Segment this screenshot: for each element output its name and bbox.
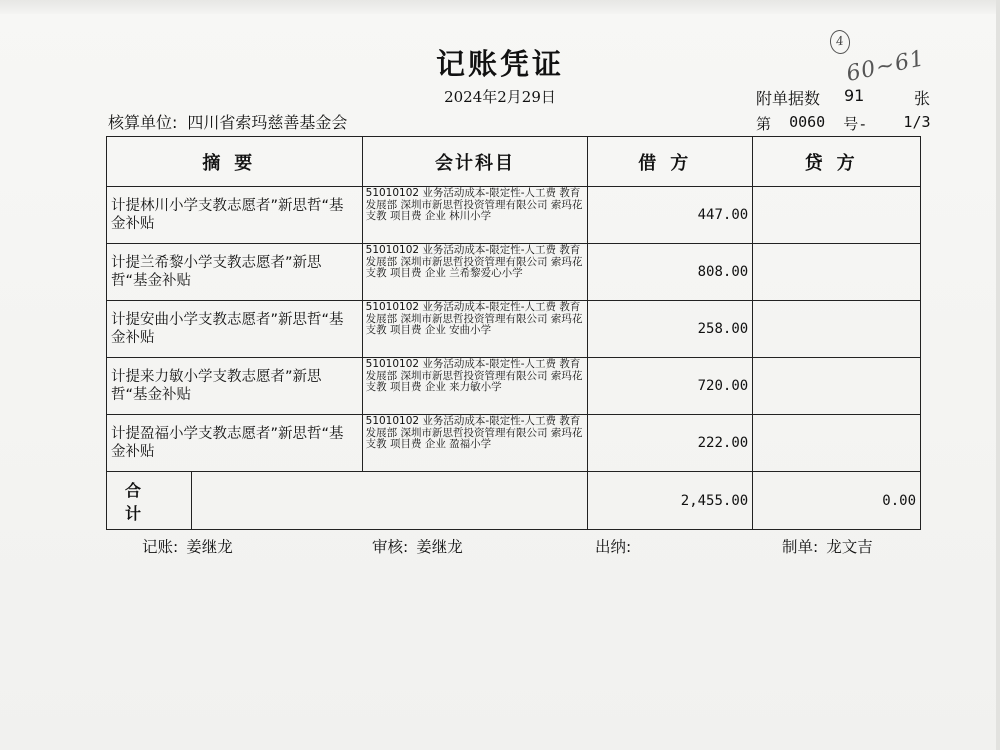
row-credit (753, 358, 921, 415)
table-row (107, 301, 921, 358)
total-credit: 0.00 (753, 472, 921, 530)
header-debit: 借方 (588, 137, 753, 187)
table-header-row (107, 137, 921, 187)
auditor-name: 姜继龙 (416, 538, 463, 556)
attachment-number: 91 (844, 86, 865, 105)
row-debit: 720.00 (588, 358, 753, 415)
footer-bookkeeper (142, 535, 233, 557)
attachment-suffix: 张 (914, 89, 931, 108)
voucher-number-suffix: 号- (843, 115, 868, 133)
header-summary: 摘要 (107, 137, 363, 187)
footer-preparer (782, 535, 873, 557)
row-credit (753, 187, 921, 244)
table-row (107, 187, 921, 244)
row-credit (753, 301, 921, 358)
total-row (107, 472, 921, 530)
auditor-label: 审核: (372, 538, 409, 556)
table-row (107, 415, 921, 472)
total-debit: 2,455.00 (588, 472, 753, 530)
row-debit: 258.00 (588, 301, 753, 358)
total-label-cell (107, 472, 588, 530)
voucher-title: 记账凭证 (435, 47, 564, 81)
header-credit: 贷方 (753, 137, 921, 187)
bookkeeper-label: 记账: (142, 538, 179, 556)
cashier-label: 出纳: (595, 538, 632, 556)
voucher-number-prefix: 第 (756, 115, 772, 133)
handwritten-circled-number: 4 (828, 29, 851, 56)
footer-cashier (595, 535, 639, 557)
accounting-unit-label: 核算单位: (108, 113, 178, 132)
row-account: 51010102 业务活动成本-限定性-人工费 教育发展部 深圳市新思哲投资管理有限公司 索玛花支教 项目费 企业 安曲小学 (362, 301, 588, 358)
preparer-label: 制单: (782, 538, 819, 556)
handwritten-note: 60~61 (844, 46, 928, 87)
table-row (107, 358, 921, 415)
attachment-count (756, 86, 930, 109)
paper-top-edge (0, 0, 1000, 14)
voucher-date: 2024年2月29日 (444, 88, 556, 106)
row-debit: 447.00 (588, 187, 753, 244)
row-debit: 222.00 (588, 415, 753, 472)
row-summary: 计提来力敏小学支教志愿者”新思哲“基金补贴 (107, 358, 363, 415)
row-debit: 808.00 (588, 244, 753, 301)
bookkeeper-name: 姜继龙 (186, 538, 233, 556)
row-account: 51010102 业务活动成本-限定性-人工费 教育发展部 深圳市新思哲投资管理有限公司 索玛花支教 项目费 企业 盈福小学 (362, 415, 588, 472)
attachment-label: 附单据数 (756, 89, 821, 108)
voucher-page: 1/3 (903, 113, 931, 131)
header-account: 会计科目 (362, 137, 588, 187)
row-summary: 计提兰希黎小学支教志愿者”新思哲“基金补贴 (107, 244, 363, 301)
row-account: 51010102 业务活动成本-限定性-人工费 教育发展部 深圳市新思哲投资管理有限公司 索玛花支教 项目费 企业 林川小学 (362, 187, 588, 244)
footer-auditor (372, 535, 463, 557)
preparer-name: 龙文吉 (826, 538, 873, 556)
row-summary: 计提盈福小学支教志愿者”新思哲“基金补贴 (107, 415, 363, 472)
accounting-unit (108, 110, 347, 133)
row-account: 51010102 业务活动成本-限定性-人工费 教育发展部 深圳市新思哲投资管理有限公司 索玛花支教 项目费 企业 来力敏小学 (362, 358, 588, 415)
row-credit (753, 244, 921, 301)
row-summary: 计提安曲小学支教志愿者”新思哲“基金补贴 (107, 301, 363, 358)
voucher-table (106, 136, 921, 530)
paper-right-edge (996, 0, 1000, 750)
row-credit (753, 415, 921, 472)
voucher-number-value: 0060 (789, 113, 826, 131)
voucher-number (756, 113, 931, 134)
total-label: 合计 (107, 472, 192, 529)
row-summary: 计提林川小学支教志愿者”新思哲“基金补贴 (107, 187, 363, 244)
accounting-unit-name: 四川省索玛慈善基金会 (187, 113, 348, 132)
row-account: 51010102 业务活动成本-限定性-人工费 教育发展部 深圳市新思哲投资管理有限公司 索玛花支教 项目费 企业 兰希黎爱心小学 (362, 244, 588, 301)
table-row (107, 244, 921, 301)
